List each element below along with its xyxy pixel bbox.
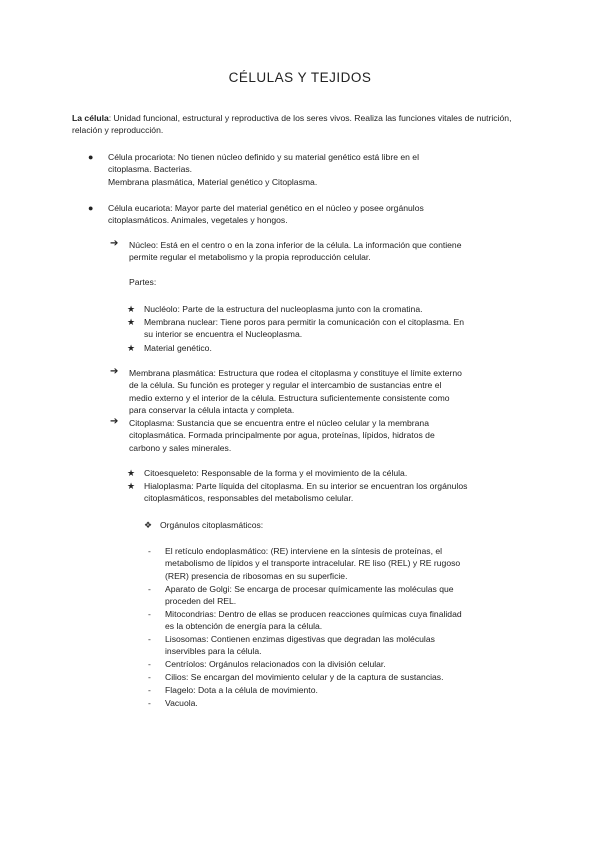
bullet-eucariota <box>108 202 424 227</box>
dash-bullet: - <box>148 546 151 556</box>
text-line: citoplasmática. Formada principalmente por agua, proteínas, lípidos, hidratos de <box>129 430 435 441</box>
intro-paragraph <box>72 112 542 137</box>
star-icon: ★ <box>127 343 136 353</box>
text-line: permite regular el metabolismo y la propia reproducción celular. <box>129 252 371 263</box>
text-line: de la célula. Su función es proteger y regular el intercambio de sustancias entre el <box>129 380 442 391</box>
text-line: Citoesqueleto: Responsable de la forma y el movimiento de la célula. <box>144 468 408 478</box>
organulo-mitocondrias <box>165 608 462 633</box>
text-line: Aparato de Golgi: Se encarga de procesar químicamente las moléculas que <box>165 584 454 594</box>
text-line: Citoplasma: Sustancia que se encuentra entre el núcleo celular y la membrana <box>129 418 429 428</box>
parte-membrana-nuclear <box>144 316 464 341</box>
star-icon: ★ <box>127 304 136 314</box>
text-line: Lisosomas: Contienen enzimas digestivas que degradan las moléculas <box>165 634 435 644</box>
text-line: su interior se encuentra el Nucleoplasma. <box>144 329 303 340</box>
organulo-golgi <box>165 583 454 608</box>
text-line: Vacuola. <box>165 698 198 708</box>
item-membrana-plasmatica <box>129 367 462 417</box>
text-line: medio externo y el interior de la célula. Estructura suficientemente consistente como <box>129 392 450 403</box>
text-line: El retículo endoplasmático: (RE) interviene en la síntesis de proteínas, el <box>165 546 443 556</box>
text-line: citoplasma. Bacterias. <box>108 164 193 175</box>
text-line: Membrana plasmática, Material genético y Citoplasma. <box>108 176 318 187</box>
text-line: Núcleo: Está en el centro o en la zona inferior de la célula. La información que contiene <box>129 240 462 250</box>
cito-citoesqueleto <box>144 467 407 479</box>
arrow-right-icon: ➔ <box>110 238 119 249</box>
text-line: para conservar la célula intacta y completa. <box>129 405 295 416</box>
text-line: proceden del REL. <box>165 596 237 607</box>
text-line: carbono y sales minerales. <box>129 442 232 453</box>
arrow-right-icon: ➔ <box>110 366 119 377</box>
dash-bullet: - <box>148 685 151 695</box>
text-line: Célula eucariota: Mayor parte del material genético en el núcleo y posee orgánulos <box>108 203 424 213</box>
bullet-dot-icon: ● <box>88 203 94 213</box>
star-icon: ★ <box>127 481 136 491</box>
organulo-reticulo <box>165 545 460 582</box>
text-line: Material genético. <box>144 343 212 353</box>
intro-text: : Unidad funcional, estructural y reproductiva de los seres vivos. Realiza las funciones vitales de nutrición, relación y reproducción. <box>72 113 512 136</box>
star-icon: ★ <box>127 317 136 327</box>
cito-hialoplasma <box>144 480 467 505</box>
organulo-vacuola <box>165 697 198 709</box>
dash-bullet: - <box>148 634 151 644</box>
diamond-bullet-icon: ❖ <box>144 520 153 530</box>
star-icon: ★ <box>127 468 136 478</box>
bullet-procariota <box>108 151 419 188</box>
dash-bullet: - <box>148 659 151 669</box>
text-line: Membrana nuclear: Tiene poros para permitir la comunicación con el citoplasma. En <box>144 317 465 327</box>
bullet-dot-icon: ● <box>88 152 94 162</box>
arrow-right-icon: ➔ <box>110 416 119 427</box>
item-citoplasma <box>129 417 435 454</box>
organulo-cilios <box>165 671 444 683</box>
dash-bullet: - <box>148 584 151 594</box>
partes-label: Partes: <box>129 277 157 287</box>
dash-bullet: - <box>148 698 151 708</box>
organulo-centriolos <box>165 658 386 670</box>
text-line: Membrana plasmática: Estructura que rodea el citoplasma y constituye el límite externo <box>129 368 462 378</box>
text-line: inservibles para la célula. <box>165 646 262 657</box>
text-line: Célula procariota: No tienen núcleo definido y su material genético está libre en el <box>108 152 419 162</box>
intro-term: La célula <box>72 113 109 123</box>
text-line: Nucléolo: Parte de la estructura del nucleoplasma junto con la cromatina. <box>144 304 423 314</box>
text-line: Mitocondrias: Dentro de ellas se producen reacciones químicas cuya finalidad <box>165 609 462 619</box>
text-line: citoplasmáticos. Animales, vegetales y hongos. <box>108 215 288 226</box>
dash-bullet: - <box>148 672 151 682</box>
text-line: es la obtención de energía para la célula. <box>165 621 323 632</box>
organulos-label: Orgánulos citoplasmáticos: <box>160 520 264 530</box>
parte-nucleolo <box>144 303 423 315</box>
text-line: metabolismo de lípidos y el transporte intracelular. RE liso (REL) y RE rugoso <box>165 558 461 569</box>
text-line: Centríolos: Orgánulos relacionados con la división celular. <box>165 659 386 669</box>
text-line: Hialoplasma: Parte líquida del citoplasma. En su interior se encuentran los orgánulos <box>144 481 468 491</box>
item-nucleo <box>129 239 462 264</box>
dash-bullet: - <box>148 609 151 619</box>
text-line: Flagelo: Dota a la célula de movimiento. <box>165 685 318 695</box>
organulo-lisosomas <box>165 633 435 658</box>
parte-material-genetico <box>144 342 212 354</box>
text-line: (RER) presencia de ribosomas en su superficie. <box>165 570 348 581</box>
organulo-flagelo <box>165 684 318 696</box>
page-title: CÉLULAS Y TEJIDOS <box>228 70 372 85</box>
text-line: citoplasmáticos, responsables del metabolismo celular. <box>144 493 354 504</box>
text-line: Cilios: Se encargan del movimiento celular y de la captura de sustancias. <box>165 672 444 682</box>
